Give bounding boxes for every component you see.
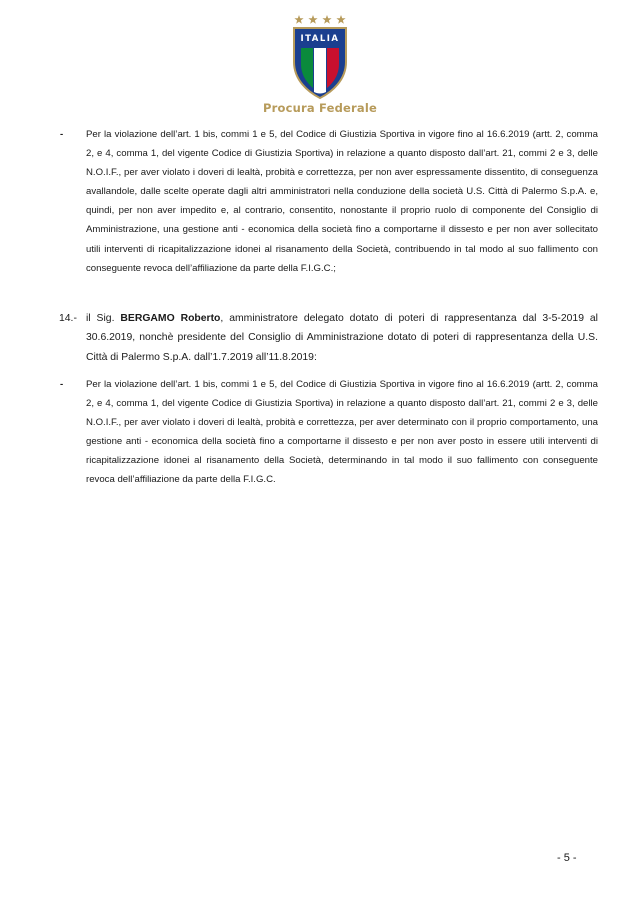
defendant-text xyxy=(86,309,598,367)
office-title: Procura Federale xyxy=(262,101,378,115)
charge-paragraph-1 xyxy=(60,125,598,278)
charge-paragraph-2 xyxy=(60,375,598,490)
bullet-marker: - xyxy=(60,129,64,140)
defendant-prefix: il Sig. xyxy=(86,313,115,324)
page-number: - 5 - xyxy=(557,852,577,864)
logo-text: ITALIA xyxy=(300,34,340,44)
figc-logo xyxy=(286,12,354,102)
defendant-role: , amministratore delegato dotato di poteri di rappresentanza dal 3-5-2019 al 30.6.2019, nonchè presidente del Consiglio di Amministrazione dotato di poteri di rappresentanza della U.S. Città di Palermo S.p.A. dall’1.7.2019 all’11.8.2019: xyxy=(86,313,598,363)
charge-text: Per la violazione dell’art. 1 bis, commi 1 e 5, del Codice di Giustizia Sportiva in vigore fino al 16.6.2019 (artt. 2, comma 2, e 4, comma 1, del vigente Codice di Giustizia Sportiva) in relazione a quanto disposto dall’art. 21, commi 2 e 3, delle N.O.I.F., per aver violato i doveri di lealtà, probità e correttezza, per non aver espressamente dissentito, di conseguenza avallandole, dalle scelte operate dagli altri amministratori nella conduzione della società U.S. Città di Palermo S.p.A. e, quindi, per non aver impedito e, al contrario, consentito, nonostante il proprio ruolo di componente del Consiglio di Amministrazione, una gestione anti - economica della società fino a comportarne il dissesto e per non aver sollecitato utili interventi di ricapitalizzazione idonei al risanamento della Società, contribuendo in tal modo al suo fallimento con conseguente revoca dell’affiliazione da parte della F.I.G.C.; xyxy=(86,129,598,274)
stars-icon xyxy=(294,15,345,24)
defendant-name: BERGAMO Roberto xyxy=(120,313,221,324)
defendant-item-14 xyxy=(59,309,598,367)
charge-text: Per la violazione dell’art. 1 bis, commi 1 e 5, del Codice di Giustizia Sportiva in vigore fino al 16.6.2019 (artt. 2, comma 2, e 4, comma 1, del vigente Codice di Giustizia Sportiva) in relazione a quanto disposto dall’art. 21, commi 2 e 3, delle N.O.I.F., per aver violato i doveri di lealtà, probità e correttezza, per aver determinato con il proprio comportamento, una gestione anti - economica della società fino a comportarne il dissesto e per non aver posto in essere utili interventi di ricapitalizzazione idonei al risanamento della Società, determinando in tal modo il suo fallimento con conseguente revoca dell’affiliazione da parte della F.I.G.C. xyxy=(86,379,598,486)
item-number: 14.- xyxy=(59,313,77,324)
bullet-marker: - xyxy=(60,379,64,390)
